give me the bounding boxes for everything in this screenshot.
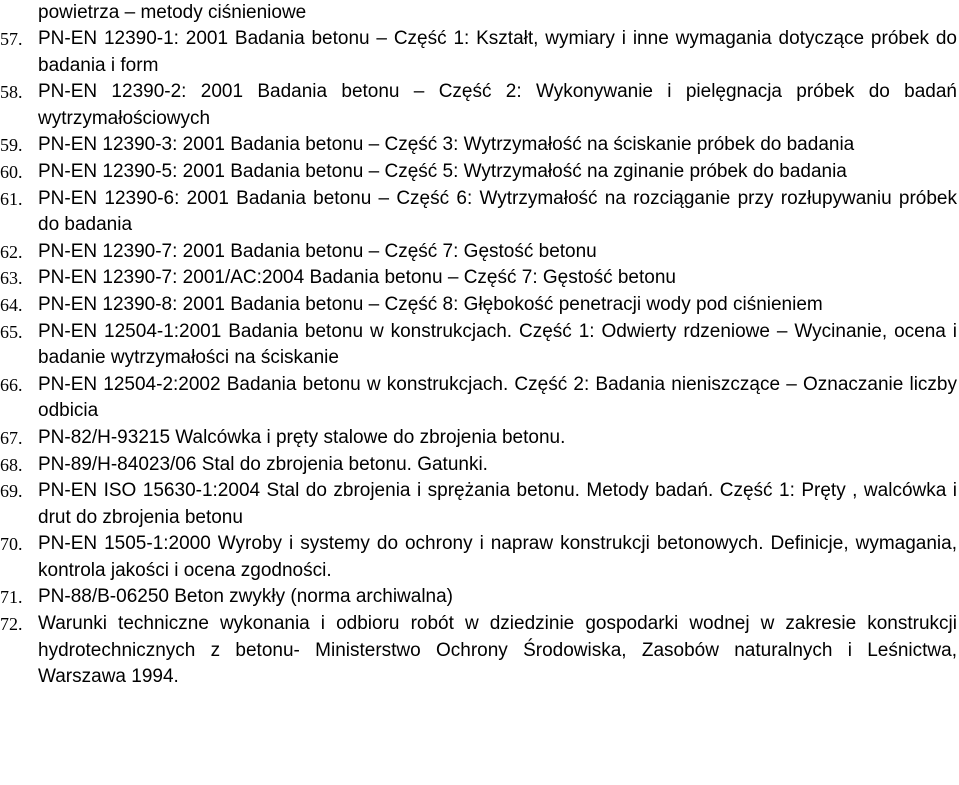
reference-text: PN-EN 12390-1: 2001 Badania betonu – Część 1: Kształt, wymiary i inne wymagania dotyczące próbek do badania i form: [38, 28, 957, 76]
reference-item: [0, 239, 957, 266]
reference-item: [0, 478, 957, 531]
continuation-line: powietrza – metody ciśnieniowe: [38, 2, 307, 23]
reference-item: [0, 292, 957, 319]
reference-item: [0, 159, 957, 186]
reference-text: PN-EN ISO 15630-1:2004 Stal do zbrojenia i sprężania betonu. Metody badań. Część 1: Pręty , walcówka i drut do zbrojenia betonu: [38, 480, 957, 528]
reference-number: 70.: [0, 534, 23, 555]
reference-item: [0, 452, 957, 479]
reference-number: 63.: [0, 268, 23, 289]
reference-text: PN-EN 12390-8: 2001 Badania betonu – Część 8: Głębokość penetracji wody pod ciśnieniem: [38, 293, 823, 315]
reference-item: [0, 372, 957, 425]
reference-text: PN-EN 12390-7: 2001 Badania betonu – Część 7: Gęstość betonu: [38, 240, 597, 262]
reference-number: 71.: [0, 587, 23, 608]
reference-number: 65.: [0, 321, 23, 342]
reference-number: 68.: [0, 454, 23, 475]
reference-text: PN-EN 12504-2:2002 Badania betonu w konstrukcjach. Część 2: Badania nieniszczące – Oznaczanie liczby odbicia: [38, 373, 957, 422]
reference-item: [0, 531, 957, 584]
reference-item: [0, 132, 957, 159]
reference-text: PN-88/B-06250 Beton zwykły (norma archiwalna): [38, 586, 454, 608]
reference-text: Warunki techniczne wykonania i odbioru robót w dziedzinie gospodarki wodnej w zakresie konstrukcji hydrotechnicznych z betonu- Ministerstwo Ochrony Środowiska, Zasobów naturalnych i Leśnictwa, Warszawa 1994.: [38, 613, 957, 688]
reference-text: PN-EN 12390-7: 2001/AC:2004 Badania betonu – Część 7: Gęstość betonu: [38, 267, 676, 289]
reference-number: 66.: [0, 374, 23, 395]
reference-item: [0, 319, 957, 372]
reference-item: [0, 186, 957, 239]
reference-number: 61.: [0, 188, 23, 209]
reference-item: [0, 265, 957, 292]
reference-item: [0, 425, 957, 452]
reference-number: 62.: [0, 241, 23, 262]
reference-number: 58.: [0, 82, 23, 103]
reference-number: 60.: [0, 161, 23, 182]
reference-item: [0, 79, 957, 132]
reference-list: [0, 26, 957, 691]
reference-number: 59.: [0, 135, 23, 156]
reference-text: PN-EN 12390-3: 2001 Badania betonu – Część 3: Wytrzymałość na ściskanie próbek do badania: [38, 134, 855, 156]
reference-item: [0, 584, 957, 611]
reference-text: PN-EN 12390-2: 2001 Badania betonu – Część 2: Wykonywanie i pielęgnacja próbek do badań wytrzymałościowych: [38, 81, 957, 129]
reference-text: PN-EN 12504-1:2001 Badania betonu w konstrukcjach. Część 1: Odwierty rdzeniowe – Wycinanie, ocena i badanie wytrzymałości na ściskanie: [38, 320, 957, 369]
reference-text: PN-EN 12390-5: 2001 Badania betonu – Część 5: Wytrzymałość na zginanie próbek do badania: [38, 160, 847, 182]
reference-number: 72.: [0, 614, 23, 635]
reference-number: 57.: [0, 29, 23, 49]
reference-text: PN-89/H-84023/06 Stal do zbrojenia betonu. Gatunki.: [38, 453, 488, 475]
reference-text: PN-EN 1505-1:2000 Wyroby i systemy do ochrony i napraw konstrukcji betonowych. Definicje, wymagania, kontrola jakości i ocena zgodności.: [38, 533, 957, 581]
reference-number: 64.: [0, 294, 23, 315]
reference-number: 67.: [0, 427, 23, 448]
reference-number: 69.: [0, 481, 23, 502]
reference-text: PN-82/H-93215 Walcówka i pręty stalowe do zbrojenia betonu.: [38, 426, 566, 448]
reference-text: PN-EN 12390-6: 2001 Badania betonu – Część 6: Wytrzymałość na rozciąganie przy rozłupywaniu próbek do badania: [38, 187, 957, 236]
reference-item: [0, 611, 957, 691]
reference-item: [0, 26, 957, 79]
